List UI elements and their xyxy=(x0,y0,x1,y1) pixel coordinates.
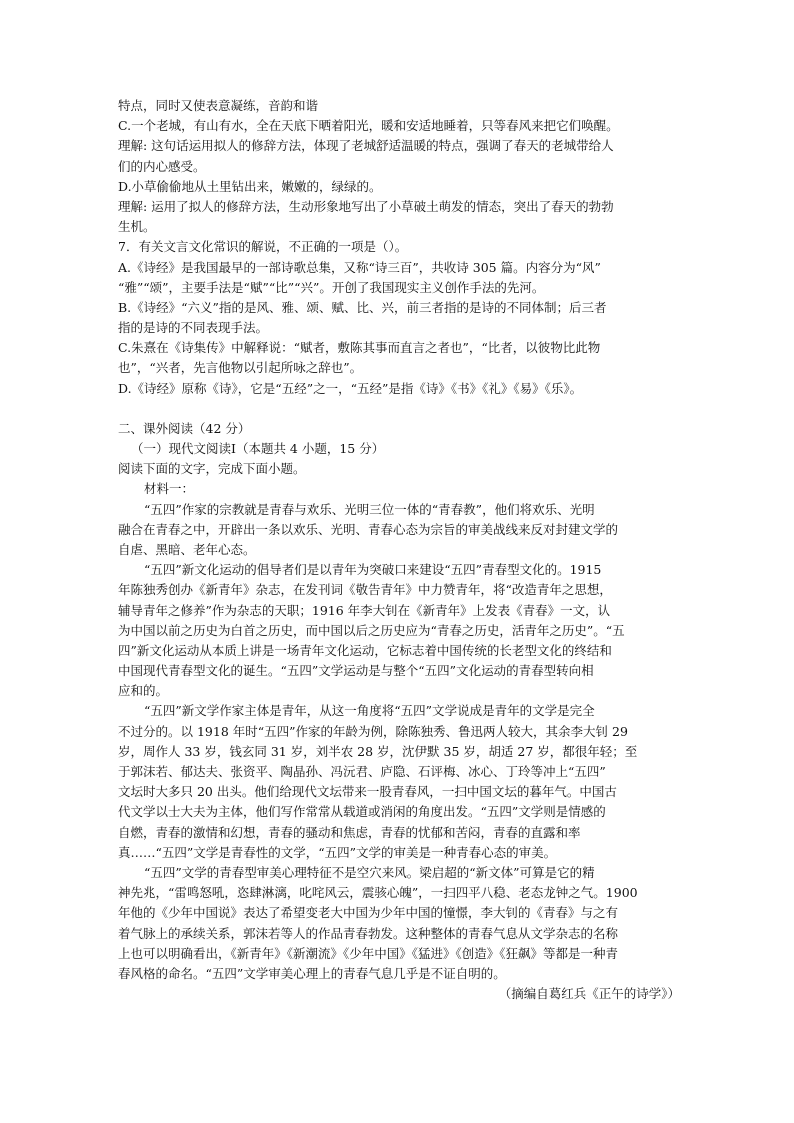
text-line: 不过分的。以 1918 年时“五四”作家的年龄为例，除陈独秀、鲁迅两人较大，其余李大钊 29 xyxy=(118,723,628,739)
section-heading: 二、课外阅读（42 分） xyxy=(118,420,251,436)
text-line: 上也可以明确看出，《新青年》《新潮流》《少年中国》《猛进》《创造》《狂飙》等都是一种青 xyxy=(118,945,619,961)
option-b: B.《诗经》“六义”指的是风、雅、颂、赋、比、兴，前三者指的是诗的不同体制；后三者 xyxy=(118,299,607,315)
text-line: 理解: 这句话运用拟人的修辞方法，体现了老城舒适温暖的特点，强调了春天的老城带给人 xyxy=(118,138,614,154)
text-line: 自虐、黑暗、老年心态。 xyxy=(118,541,256,557)
text-line: 文坛时大多只 20 出头。他们给现代文坛带来一股青春风，一扫中国文坛的暮年气。中国古 xyxy=(118,784,617,800)
paragraph-3 xyxy=(118,701,688,863)
text-line: 岁，周作人 33 岁，钱玄同 31 岁，刘半农 28 岁，沈伊默 35 岁，胡适 27 岁，都很年轻；至 xyxy=(118,743,638,759)
text-line: 四”新文化运动从本质上讲是一场青年文化运动，它标志着中国传统的长老型文化的终结和 xyxy=(118,642,612,658)
option-c: C.朱熹在《诗集传》中解释说：“赋者，敷陈其事而直言之者也”，“比者，以彼物比此物 xyxy=(118,340,601,356)
text-line: 为中国以前之历史为白首之历史，而中国以后之历史应为“青春之历史，活青年之历史”。“五 xyxy=(118,622,625,638)
text-line: 理解: 运用了拟人的修辞方法，生动形象地写出了小草破土萌发的情态，突出了春天的勃勃 xyxy=(118,198,614,214)
text-line: 中国现代青春型文化的诞生。“五四”文学运动是与整个“五四”文化运动的青春型转向相 xyxy=(118,663,594,679)
material-label: 材料一： xyxy=(144,481,195,497)
section-2 xyxy=(118,419,688,500)
question-6-options xyxy=(118,96,688,237)
option-d: D.小草偷偷地从土里钻出来，嫩嫩的，绿绿的。 xyxy=(118,178,382,194)
text-line: 代文学以士大夫为主体，他们写作常常从载道或消闲的角度出发。“五四”文学则是情感的 xyxy=(118,804,606,820)
text-line: 也”，“兴者，先言他物以引起所咏之辞也”。 xyxy=(118,360,363,376)
text-line: 于郭沫若、郁达夫、张资平、陶晶孙、冯沅君、庐隐、石评梅、冰心、丁玲等冲上“五四” xyxy=(118,764,606,779)
text-line: 辅导青年之修养”作为杂志的天职；1916 年李大钊在《新青年》上发表《青春》一文，认 xyxy=(118,602,611,618)
text-line: “五四”作家的宗教就是青春与欢乐、光明三位一体的“青春教”，他们将欢乐、光明 xyxy=(144,501,595,517)
instruction-text: 阅读下面的文字，完成下面小题。 xyxy=(118,461,306,477)
text-line: 们的内心感受。 xyxy=(118,158,206,174)
text-line: “五四”文学的青春型审美心理特征不是空穴来风。梁启超的“新文体”可算是它的精 xyxy=(144,864,595,880)
text-line: “五四”新文学作家主体是青年，从这一角度将“五四”文学说成是青年的文学是完全 xyxy=(144,703,595,719)
question-7-stem: 7．有关文言文化常识的解说，不正确的一项是（）。 xyxy=(118,239,408,255)
text-line: “五四”新文化运动的倡导者们是以青年为突破口来建设“五四”青春型文化的。1915 xyxy=(144,562,602,578)
text-line: 着气脉上的承续关系，郭沫若等人的作品青春勃发。这种整体的青春气息从文学杂志的名称 xyxy=(118,925,619,941)
text-line: 年他的《少年中国说》表达了希望变老大中国为少年中国的憧憬，李大钊的《青春》与之有 xyxy=(118,905,619,921)
paragraph-1 xyxy=(118,500,688,561)
paragraph-2 xyxy=(118,560,688,701)
paragraph-4 xyxy=(118,863,688,984)
subsection-heading: （一）现代文阅读Ⅰ（本题共 4 小题，15 分） xyxy=(131,441,385,456)
section-spacer xyxy=(118,399,688,419)
text-line: 春风格的命名。“五四”文学审美心理上的青春气息几乎是不证自明的。 xyxy=(118,965,506,981)
text-line: 真……“五四”文学是青春性的文学，“五四”文学的审美是一种青春心态的审美。 xyxy=(118,844,557,860)
document-page xyxy=(118,96,688,1004)
text-line: 生机。 xyxy=(118,219,156,235)
text-line: “雅”“颂”，主要手法是“赋”“比”“兴”。开创了我国现实主义创作手法的先河。 xyxy=(118,279,545,295)
reading-passage xyxy=(118,500,688,1005)
text-line: 特点，同时又使表意凝练，音韵和谐 xyxy=(118,98,319,113)
option-a: A.《诗经》是我国最早的一部诗歌总集，又称“诗三百”，共收诗 305 篇。内容分为“风” xyxy=(118,259,601,275)
text-line: 融合在青春之中，开辟出一条以欢乐、光明、青春心态为宗旨的审美战线来反对封建文学的 xyxy=(118,521,619,537)
text-line: 年陈独秀创办《新青年》杂志，在发刊词《敬告青年》中力赞青年，将“改造青年之思想， xyxy=(118,582,612,598)
source-citation: （摘编自葛红兵《正午的诗学》） xyxy=(498,986,680,1002)
text-line: 指的是诗的不同表现手法。 xyxy=(118,320,269,336)
question-7 xyxy=(118,237,688,399)
text-line: 自燃，青春的激情和幻想，青春的骚动和焦虑，青春的忧郁和苦闷，青春的直露和率 xyxy=(118,824,581,840)
text-line: 神先兆，“雷鸣怒吼，恣肆淋漓，叱咤风云，震骇心魄”，一扫四平八稳、老态龙钟之气。1900 xyxy=(118,885,638,901)
option-d: D.《诗经》原称《诗》，它是“五经”之一，“五经”是指《诗》《书》《礼》《易》《乐》。 xyxy=(118,380,583,396)
text-line: 应和的。 xyxy=(118,683,169,699)
option-c: C.一个老城，有山有水，全在天底下晒着阳光，暖和安适地睡着，只等春风来把它们唤醒。 xyxy=(118,118,619,134)
